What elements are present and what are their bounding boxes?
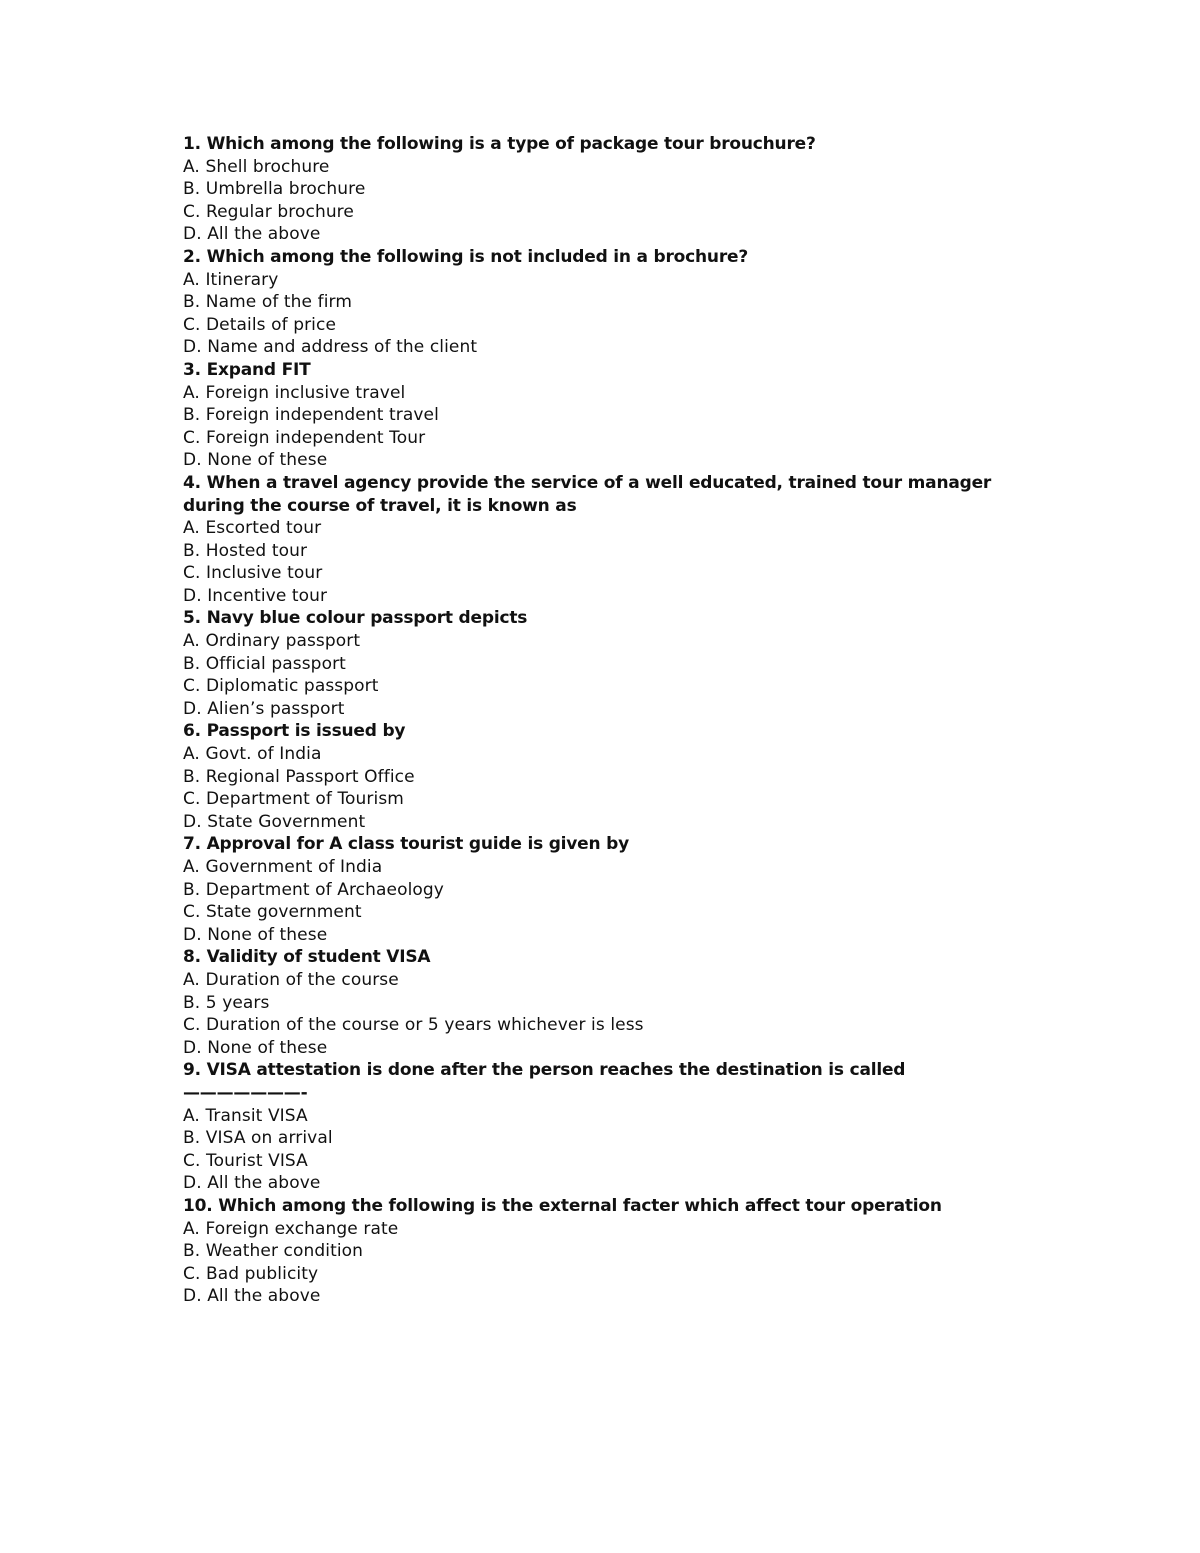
question-text: 6. Passport is issued by (183, 721, 406, 742)
option-c: C. Bad publicity (183, 1263, 319, 1284)
option-d: D. All the above (183, 224, 321, 245)
question-block (183, 1059, 1033, 1195)
option-a: A. Itinerary (183, 269, 279, 290)
option-c: C. Inclusive tour (183, 563, 323, 584)
option-a: A. Foreign exchange rate (183, 1218, 399, 1239)
question-text: 1. Which among the following is a type of package tour brouchure? (183, 134, 816, 154)
option-b: B. Weather condition (183, 1241, 364, 1262)
option-d: D. All the above (183, 1173, 321, 1194)
option-a: A. Transit VISA (183, 1105, 308, 1126)
option-b: B. 5 years (183, 992, 270, 1013)
question-text: 10. Which among the following is the external facter which affect tour operation (183, 1195, 942, 1216)
option-b: B. Regional Passport Office (183, 766, 415, 787)
option-a: A. Govt. of India (183, 744, 322, 765)
question-list (183, 133, 1033, 1308)
option-a: A. Ordinary passport (183, 631, 361, 652)
question-block (183, 833, 1033, 946)
question-block (183, 720, 1033, 833)
option-a: A. Government of India (183, 857, 383, 877)
option-c: C. Department of Tourism (183, 789, 404, 810)
option-d: D. State Government (183, 811, 366, 832)
option-c: C. Foreign independent Tour (183, 427, 426, 448)
option-a: A. Shell brochure (183, 156, 330, 177)
question-text: 5. Navy blue colour passport depicts (183, 608, 528, 629)
question-block (183, 133, 1033, 246)
option-c: C. Tourist VISA (183, 1150, 308, 1171)
option-c: C. Duration of the course or 5 years whichever is less (183, 1015, 644, 1036)
option-d: D. Alien’s passport (183, 698, 345, 719)
option-b: B. Foreign independent travel (183, 405, 439, 426)
option-d: D. None of these (183, 924, 328, 945)
option-b: B. Name of the firm (183, 292, 352, 313)
question-text: 3. Expand FIT (183, 359, 311, 380)
option-a: A. Foreign inclusive travel (183, 382, 406, 403)
question-block (183, 359, 1033, 472)
option-a: A. Escorted tour (183, 518, 322, 539)
question-block (183, 1195, 1033, 1308)
option-a: A. Duration of the course (183, 969, 399, 990)
option-b: B. Hosted tour (183, 540, 308, 561)
option-d: D. Name and address of the client (183, 337, 478, 358)
option-d: D. All the above (183, 1286, 321, 1307)
option-b: B. VISA on arrival (183, 1128, 333, 1149)
option-c: C. Diplomatic passport (183, 676, 379, 697)
question-text: 9. VISA attestation is done after the person reaches the destination is called ———————- (183, 1060, 911, 1103)
option-d: D. Incentive tour (183, 585, 328, 606)
question-block (183, 946, 1033, 1059)
option-c: C. State government (183, 902, 362, 923)
question-text: 7. Approval for A class tourist guide is given by (183, 834, 629, 855)
question-block (183, 472, 1033, 608)
option-d: D. None of these (183, 450, 328, 471)
question-text: 8. Validity of student VISA (183, 947, 431, 968)
option-c: C. Regular brochure (183, 201, 354, 222)
question-text: 2. Which among the following is not included in a brochure? (183, 246, 748, 267)
option-b: B. Department of Archaeology (183, 879, 444, 900)
option-b: B. Umbrella brochure (183, 179, 366, 200)
option-b: B. Official passport (183, 653, 346, 674)
question-block (183, 607, 1033, 720)
option-c: C. Details of price (183, 314, 337, 335)
question-block (183, 246, 1033, 359)
option-d: D. None of these (183, 1037, 328, 1058)
question-text: 4. When a travel agency provide the service of a well educated, trained tour manager during the course of travel, it is known as (183, 472, 997, 516)
